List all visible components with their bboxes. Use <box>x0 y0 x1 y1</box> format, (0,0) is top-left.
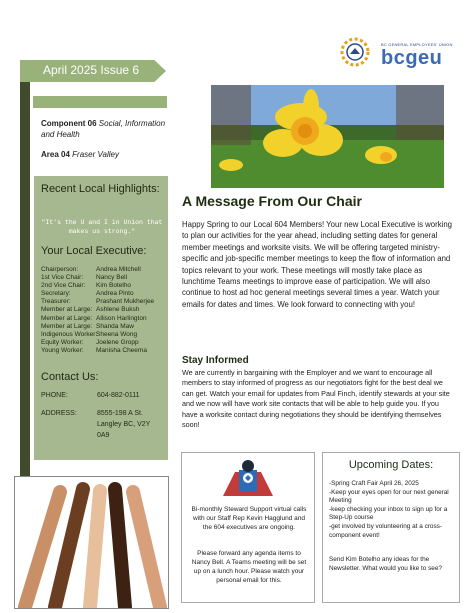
newsletter-ideas-text: Send Kim Botelho any ideas for the Newsletter. What would you like to see? <box>329 556 442 572</box>
area-name: Fraser Valley <box>72 150 119 159</box>
list-item: -Keep your eyes open for our next general Meeting <box>329 488 449 505</box>
address-label: ADDRESS: <box>41 410 77 417</box>
highlights-heading: Recent Local Highlights: <box>41 183 160 195</box>
sun-emblem-icon <box>330 30 380 80</box>
executive-row: 1st Vice Chair: Nancy Bell <box>41 274 128 282</box>
unity-hands-image <box>14 476 169 609</box>
message-body: Happy Spring to our Local 604 Members! Your new Local Executive is working to plan our activities for the year ahead, including setting dates for general member meetings and worksite visits. We will be offering targeted ministry-specific and job-specific member meetings to keep the flow of information and topics relevant to your work. These meetings will mostly take place as lunchtime Teams meetings to improve ease of participation. We will also continue to host ad hoc general meetings several times a year. Watch your emails for dates and times. We look forward to connecting with you! <box>182 220 453 309</box>
daffodil-photo <box>211 85 444 188</box>
upcoming-dates-title: Upcoming Dates: <box>348 459 434 471</box>
stay-informed-body: We are currently in bargaining with the Employer and we want to encourage all members to stay informed of progress as our negotiators fight for the best deal we can get. Watch your email for updates from Paul Finch, identify stewards at your site and we now will have work site contacts that will be able to help guide you. If you have a worksite contact during negotiations they should be identifying themselves soon! <box>182 368 450 430</box>
executive-row: Member at Large: Allison Harlington <box>41 314 147 322</box>
executive-row: Young Worker: Manisha Cheema <box>41 346 147 354</box>
steward-support-box <box>181 452 315 603</box>
steward-calls-text: Bi-monthly Steward Support virtual calls with our Staff Rep Kevin Hagglund and the 604 executives are ongoing. <box>191 506 307 531</box>
component-name: Social, Information and Health <box>41 119 166 139</box>
address-line-1: 8555-198 A St. <box>97 410 143 417</box>
steward-agenda-text: Please forward any agenda items to Nancy Bell. A Teams meeting will be set up on a lunch hour. Please watch your personal email for this. <box>191 550 307 584</box>
logo-wordmark: bcgeu <box>381 47 443 69</box>
executive-heading: Your Local Executive: <box>41 245 147 257</box>
executive-row: Equity Worker: Joelene Gropp <box>41 338 139 346</box>
executive-list <box>41 266 167 355</box>
executive-row: Secretary: Andrea Pinto <box>41 290 134 298</box>
list-item: -get involved by volunteering at a cross-component event! <box>329 522 442 539</box>
upcoming-dates-box <box>322 452 460 603</box>
contact-heading: Contact Us: <box>41 371 99 383</box>
area-number: Area 04 <box>41 150 70 159</box>
list-item: -Spring Craft Fair April 26, 2025 <box>329 480 419 487</box>
component-number: Component 06 <box>41 119 97 128</box>
address-line-2: Langley BC, V2Y <box>97 421 151 428</box>
sidebar-panel <box>34 176 168 460</box>
logo-subtitle: BC GENERAL EMPLOYEES' UNION <box>381 42 453 47</box>
component-label <box>41 118 171 140</box>
union-quote: "It's the U and I in Union that makes us strong." <box>41 219 163 235</box>
area-label <box>41 150 119 159</box>
executive-row: Treasurer: Prashant Mukherjee <box>41 298 155 306</box>
stay-informed-title: Stay Informed <box>182 355 249 366</box>
issue-label: April 2025 Issue 6 <box>43 63 140 77</box>
address-line-3: 0A9 <box>97 432 110 439</box>
list-item: -keep checking your inbox to sign up for a Step-Up course <box>329 505 448 522</box>
executive-row: Chairperson: Andrea Mitchell <box>41 266 141 273</box>
green-divider-strip <box>33 96 167 108</box>
message-title: A Message From Our Chair <box>182 193 362 209</box>
phone-number[interactable]: 604-882-0111 <box>97 392 140 399</box>
executive-row: Member at Large: Shanda Maw <box>41 322 134 330</box>
executive-row: Indigenous Worker: Sheena Wong <box>41 330 138 338</box>
upcoming-dates-list <box>329 480 457 540</box>
executive-row: 2nd Vice Chair: Kim Botelho <box>41 282 132 290</box>
phone-label: PHONE: <box>41 392 68 399</box>
executive-row: Member at Large: Ashlene Buksh <box>41 306 140 314</box>
superhero-steward-icon <box>219 458 277 496</box>
